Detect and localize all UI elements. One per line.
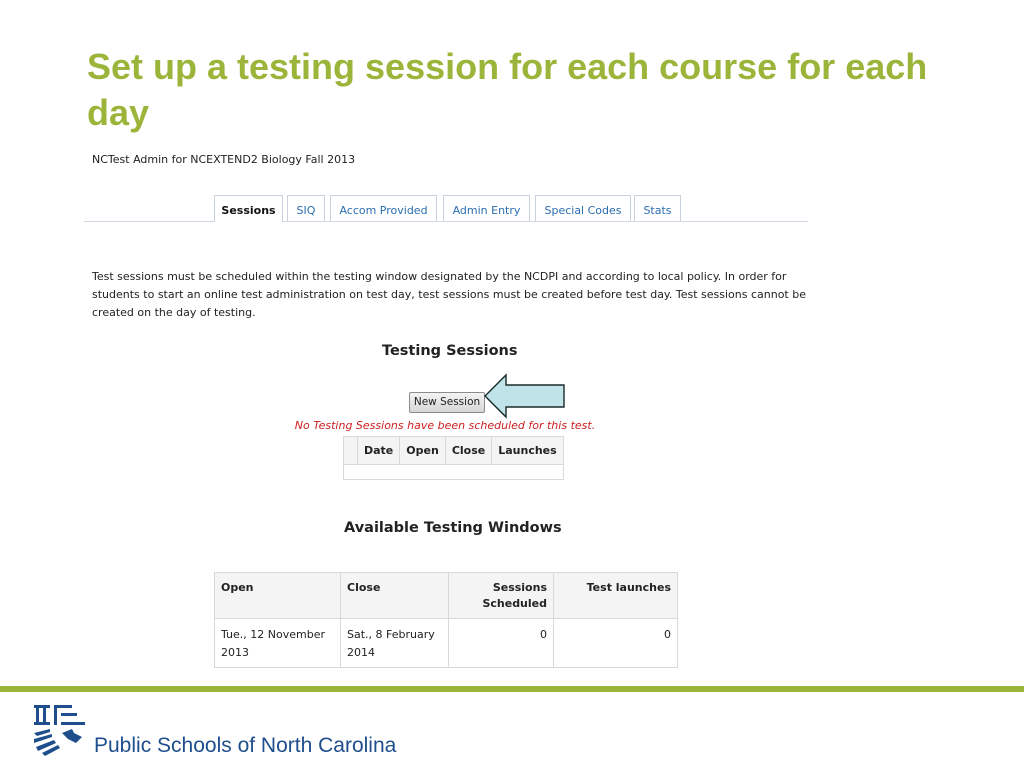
tab-stats[interactable]: Stats — [634, 195, 681, 221]
column-header-select — [344, 437, 358, 465]
window-open-date: Tue., 12 November 2013 — [215, 619, 341, 668]
tab-siq[interactable]: SIQ — [287, 195, 325, 221]
state-seal-logo-icon — [32, 703, 88, 759]
column-header-close[interactable]: Close — [445, 437, 491, 465]
testing-windows-table — [214, 572, 678, 668]
column-header-launches[interactable]: Launches — [492, 437, 563, 465]
no-sessions-message: No Testing Sessions have been scheduled for this test. — [294, 419, 596, 432]
tab-bar-baseline — [84, 221, 808, 222]
column-header-date[interactable]: Date — [358, 437, 400, 465]
left-arrow-icon — [483, 373, 567, 419]
empty-cell — [344, 465, 564, 480]
footer-divider — [0, 686, 1024, 692]
instructions-text: Test sessions must be scheduled within the testing window designated by the NCDPI and according to local policy. In order for students to start an online test administration on test day, test sessions must be created before test day. Test sessions cannot be created on the day of testing. — [92, 270, 806, 319]
column-header-sessions-scheduled: Sessions Scheduled — [449, 573, 554, 619]
org-name: Public Schools of North Carolina — [94, 734, 397, 757]
table-row — [215, 619, 678, 668]
column-header-test-launches: Test launches — [554, 573, 678, 619]
new-session-button[interactable]: New Session — [409, 392, 485, 413]
app-title: NCTest Admin for NCEXTEND2 Biology Fall 2013 — [92, 153, 356, 166]
windows-table-header — [215, 573, 678, 619]
sessions-table — [343, 436, 564, 480]
tab-admin-entry[interactable]: Admin Entry — [443, 195, 530, 221]
column-header-open: Open — [215, 573, 341, 619]
test-launches-count: 0 — [554, 619, 678, 668]
tab-special-codes[interactable]: Special Codes — [535, 195, 631, 221]
table-row-empty — [344, 465, 564, 480]
column-header-open[interactable]: Open — [400, 437, 446, 465]
testing-windows-heading: Available Testing Windows — [344, 520, 562, 536]
sessions-table-header — [344, 437, 564, 465]
sessions-scheduled-count: 0 — [449, 619, 554, 668]
tab-accom-provided[interactable]: Accom Provided — [330, 195, 437, 221]
window-close-date: Sat., 8 February 2014 — [341, 619, 449, 668]
slide-title: Set up a testing session for each course for each day — [87, 46, 928, 133]
column-header-close: Close — [341, 573, 449, 619]
testing-sessions-heading: Testing Sessions — [382, 343, 518, 359]
tab-sessions[interactable]: Sessions — [214, 195, 283, 222]
